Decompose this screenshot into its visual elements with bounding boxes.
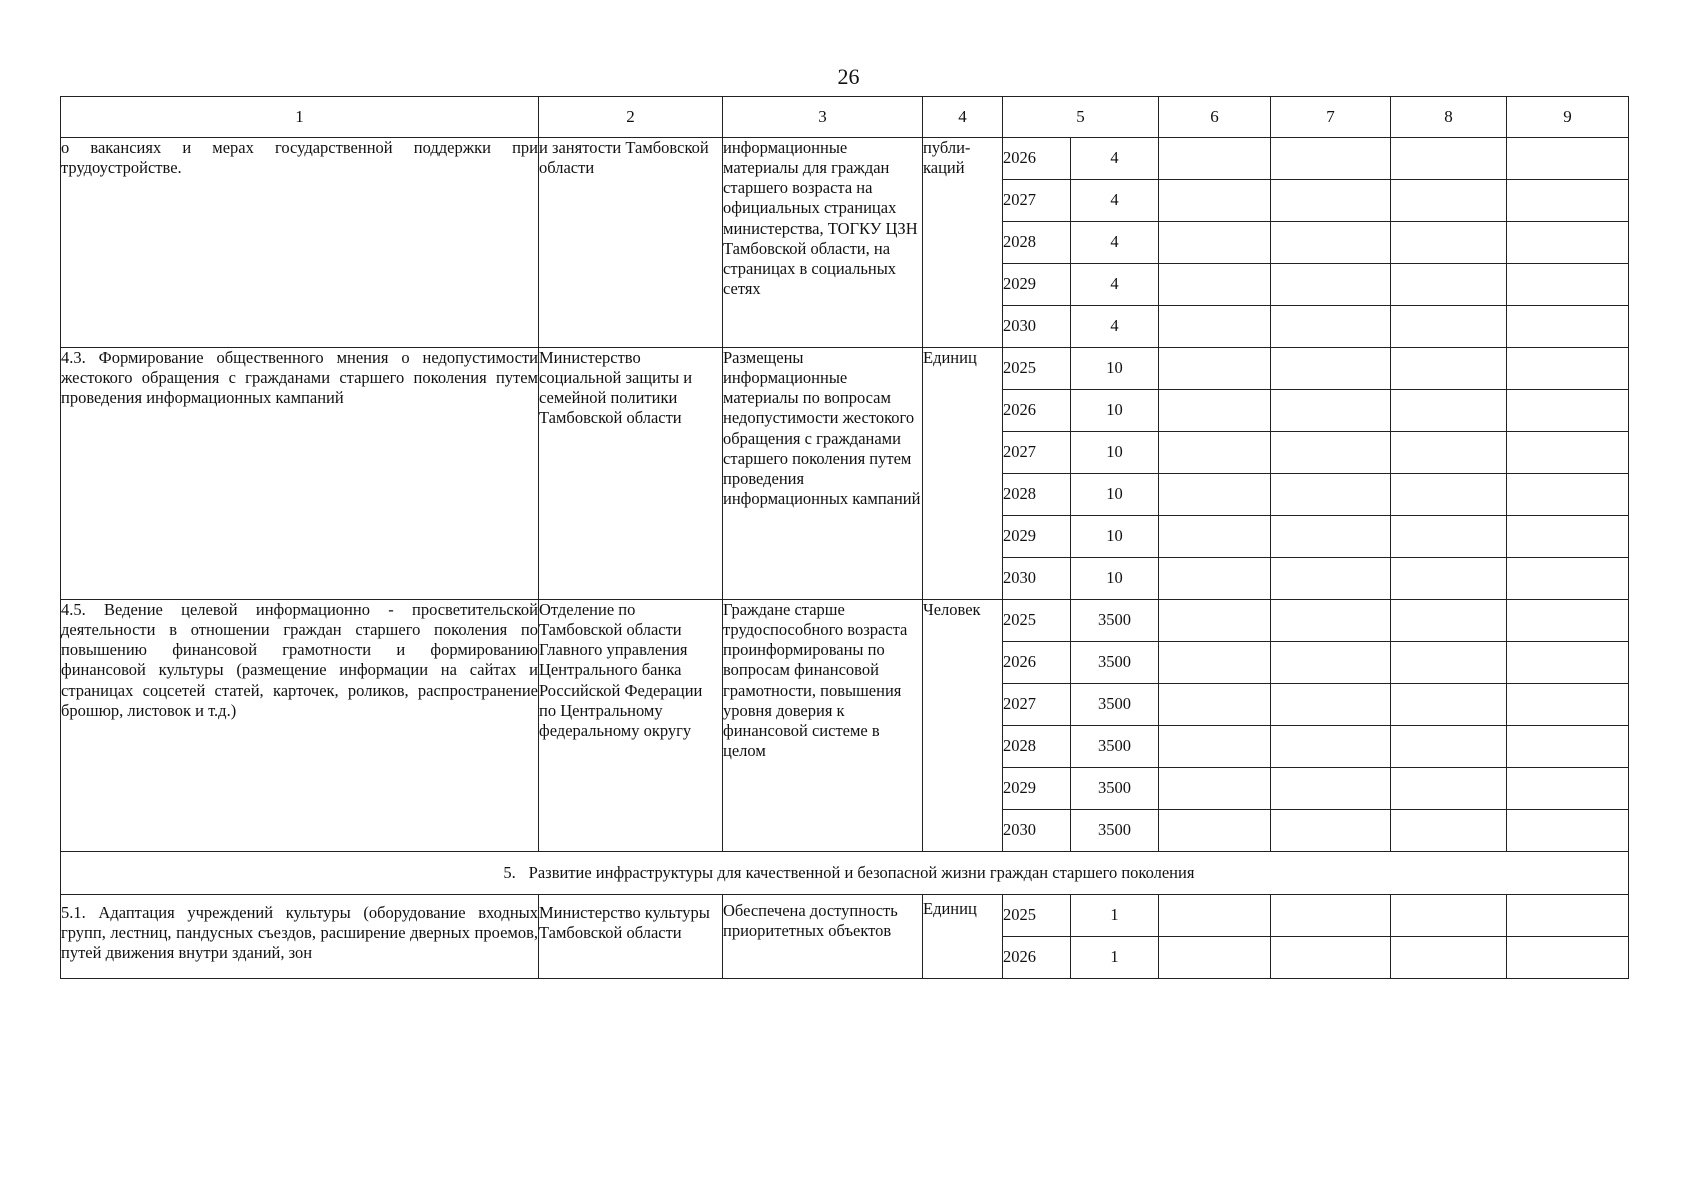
empty-cell (1507, 180, 1629, 222)
empty-cell (1271, 264, 1391, 306)
measure-result: информационные материалы для граждан старшего возраста на официальных страницах министерства, ТОГКУ ЦЗН Тамбовской области, на страницах в социальных сетях (723, 138, 923, 348)
year-cell: 2025 (1003, 348, 1071, 390)
header-col-4: 4 (923, 97, 1003, 138)
value-cell: 3500 (1071, 642, 1159, 684)
value-cell: 1 (1071, 937, 1159, 979)
measure-result: Размещены информационные материалы по вопросам недопустимости жестокого обращения с гражданами старшего поколения путем проведения информационных кампаний (723, 348, 923, 600)
year-cell: 2026 (1003, 390, 1071, 432)
empty-cell (1271, 474, 1391, 516)
empty-cell (1159, 390, 1271, 432)
empty-cell (1391, 390, 1507, 432)
empty-cell (1271, 937, 1391, 979)
empty-cell (1271, 684, 1391, 726)
empty-cell (1391, 180, 1507, 222)
empty-cell (1507, 474, 1629, 516)
measure-executor: Отделение по Тамбовской области Главного управления Центрального банка Российской Федерации по Центральному федеральному округу (539, 600, 723, 852)
empty-cell (1271, 180, 1391, 222)
empty-cell (1159, 306, 1271, 348)
value-cell: 4 (1071, 138, 1159, 180)
year-cell: 2026 (1003, 642, 1071, 684)
measure-executor: Министерство культуры Тамбовской области (539, 895, 723, 979)
empty-cell (1271, 726, 1391, 768)
empty-cell (1271, 642, 1391, 684)
empty-cell (1507, 222, 1629, 264)
empty-cell (1507, 726, 1629, 768)
empty-cell (1271, 768, 1391, 810)
section-row (61, 852, 1629, 895)
empty-cell (1391, 432, 1507, 474)
empty-cell (1271, 222, 1391, 264)
empty-cell (1507, 432, 1629, 474)
year-cell: 2030 (1003, 558, 1071, 600)
header-col-1: 1 (61, 97, 539, 138)
measure-description: о вакансиях и мерах государственной поддержки при трудоустройстве. (61, 138, 539, 348)
year-cell: 2029 (1003, 768, 1071, 810)
empty-cell (1159, 348, 1271, 390)
header-col-2: 2 (539, 97, 723, 138)
value-cell: 3500 (1071, 684, 1159, 726)
value-cell: 3500 (1071, 726, 1159, 768)
measure-result: Граждане старше трудоспособного возраста проинформированы по вопросам финансовой грамотности, повышения уровня доверия к финансовой системе в целом (723, 600, 923, 852)
empty-cell (1391, 516, 1507, 558)
empty-cell (1159, 810, 1271, 852)
empty-cell (1159, 558, 1271, 600)
header-row (61, 97, 1629, 138)
empty-cell (1391, 768, 1507, 810)
value-cell: 4 (1071, 222, 1159, 264)
empty-cell (1271, 516, 1391, 558)
table-row (61, 895, 1629, 937)
year-cell: 2028 (1003, 726, 1071, 768)
empty-cell (1507, 895, 1629, 937)
empty-cell (1159, 222, 1271, 264)
measure-result: Обеспечена доступность приоритетных объектов (723, 895, 923, 979)
year-cell: 2026 (1003, 937, 1071, 979)
measure-unit: публи-каций (923, 138, 1003, 348)
year-cell: 2026 (1003, 138, 1071, 180)
year-cell: 2028 (1003, 222, 1071, 264)
value-cell: 10 (1071, 348, 1159, 390)
header-col-5: 5 (1003, 97, 1159, 138)
year-cell: 2029 (1003, 516, 1071, 558)
empty-cell (1159, 474, 1271, 516)
empty-cell (1159, 138, 1271, 180)
value-cell: 10 (1071, 558, 1159, 600)
empty-cell (1391, 937, 1507, 979)
table-row (61, 600, 1629, 642)
measure-executor: и занятости Тамбовской области (539, 138, 723, 348)
empty-cell (1391, 726, 1507, 768)
measure-unit: Единиц (923, 348, 1003, 600)
empty-cell (1159, 726, 1271, 768)
value-cell: 10 (1071, 516, 1159, 558)
year-cell: 2030 (1003, 306, 1071, 348)
empty-cell (1391, 895, 1507, 937)
empty-cell (1159, 180, 1271, 222)
section-heading (61, 852, 1629, 895)
measure-unit: Человек (923, 600, 1003, 852)
table-row (61, 138, 1629, 180)
empty-cell (1271, 432, 1391, 474)
empty-cell (1159, 432, 1271, 474)
header-col-6: 6 (1159, 97, 1271, 138)
year-cell: 2027 (1003, 684, 1071, 726)
empty-cell (1507, 600, 1629, 642)
empty-cell (1159, 516, 1271, 558)
empty-cell (1507, 390, 1629, 432)
measure-unit: Единиц (923, 895, 1003, 979)
empty-cell (1391, 642, 1507, 684)
measure-executor: Министерство социальной защиты и семейной политики Тамбовской области (539, 348, 723, 600)
year-cell: 2027 (1003, 432, 1071, 474)
header-col-3: 3 (723, 97, 923, 138)
measure-description: 4.3. Формирование общественного мнения о недопустимости жестокого обращения с гражданами старшего поколения путем проведения информационных кампаний (61, 348, 539, 600)
empty-cell (1391, 306, 1507, 348)
value-cell: 10 (1071, 432, 1159, 474)
empty-cell (1159, 684, 1271, 726)
value-cell: 3500 (1071, 768, 1159, 810)
empty-cell (1271, 306, 1391, 348)
value-cell: 3500 (1071, 810, 1159, 852)
section-title: Развитие инфраструктуры для качественной и безопасной жизни граждан старшего поколения (528, 862, 1195, 882)
section-number: 5. (503, 862, 516, 882)
year-cell: 2027 (1003, 180, 1071, 222)
header-col-8: 8 (1391, 97, 1507, 138)
empty-cell (1159, 937, 1271, 979)
empty-cell (1507, 684, 1629, 726)
empty-cell (1271, 390, 1391, 432)
empty-cell (1159, 895, 1271, 937)
empty-cell (1391, 558, 1507, 600)
empty-cell (1271, 138, 1391, 180)
empty-cell (1271, 558, 1391, 600)
table-row (61, 348, 1629, 390)
empty-cell (1159, 600, 1271, 642)
empty-cell (1391, 222, 1507, 264)
measure-description: 5.1. Адаптация учреждений культуры (оборудование входных групп, лестниц, пандусных съездов, расширение дверных проемов, путей движения внутри зданий, зон (61, 895, 539, 979)
value-cell: 10 (1071, 474, 1159, 516)
empty-cell (1507, 810, 1629, 852)
empty-cell (1159, 768, 1271, 810)
empty-cell (1391, 474, 1507, 516)
empty-cell (1271, 810, 1391, 852)
empty-cell (1391, 138, 1507, 180)
empty-cell (1391, 684, 1507, 726)
value-cell: 1 (1071, 895, 1159, 937)
empty-cell (1507, 516, 1629, 558)
empty-cell (1507, 642, 1629, 684)
year-cell: 2025 (1003, 895, 1071, 937)
empty-cell (1271, 895, 1391, 937)
value-cell: 4 (1071, 180, 1159, 222)
year-cell: 2029 (1003, 264, 1071, 306)
empty-cell (1507, 558, 1629, 600)
empty-cell (1507, 937, 1629, 979)
empty-cell (1507, 348, 1629, 390)
empty-cell (1507, 768, 1629, 810)
measure-description: 4.5. Ведение целевой информационно - просветительской деятельности в отношении граждан старшего поколения по повышению финансовой грамотности и формированию финансовой культуры (размещение информации на сайтах и страницах соцсетей статей, карточек, роликов, распространение брошюр, листовок и т.д.) (61, 600, 539, 852)
empty-cell (1391, 810, 1507, 852)
empty-cell (1271, 600, 1391, 642)
year-cell: 2030 (1003, 810, 1071, 852)
year-cell: 2028 (1003, 474, 1071, 516)
empty-cell (1391, 264, 1507, 306)
empty-cell (1159, 642, 1271, 684)
empty-cell (1391, 348, 1507, 390)
empty-cell (1507, 264, 1629, 306)
value-cell: 4 (1071, 306, 1159, 348)
header-col-9: 9 (1507, 97, 1629, 138)
value-cell: 3500 (1071, 600, 1159, 642)
empty-cell (1159, 264, 1271, 306)
value-cell: 4 (1071, 264, 1159, 306)
value-cell: 10 (1071, 390, 1159, 432)
year-cell: 2025 (1003, 600, 1071, 642)
page-number: 26 (837, 64, 860, 89)
empty-cell (1507, 138, 1629, 180)
measures-table (60, 96, 1629, 979)
empty-cell (1271, 348, 1391, 390)
empty-cell (1391, 600, 1507, 642)
header-col-7: 7 (1271, 97, 1391, 138)
empty-cell (1507, 306, 1629, 348)
